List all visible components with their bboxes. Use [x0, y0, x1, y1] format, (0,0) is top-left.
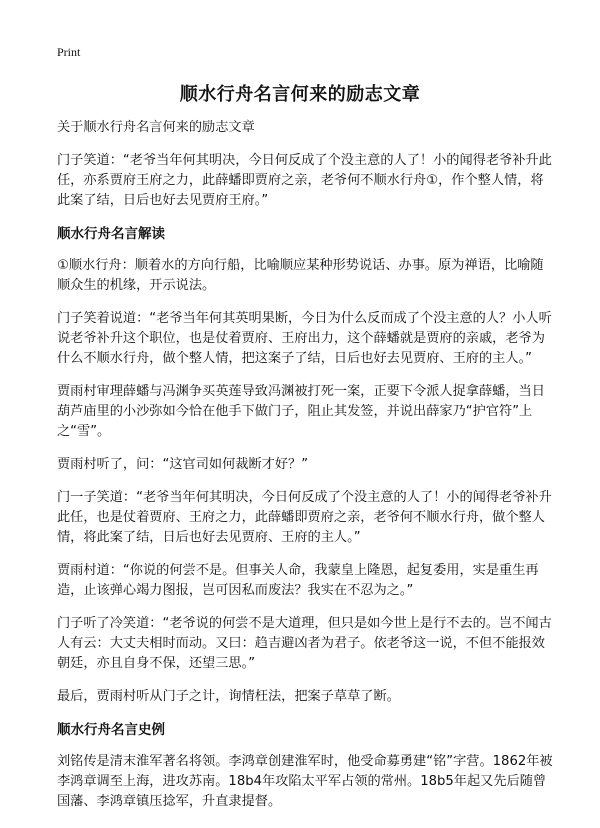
intro-paragraph: 门子笑道：“老爷当年何其明决，今日何反成了个没主意的人了！小的闻得老爷补升此任，亦系贾府王府之力，此薛蟠即贾府之亲，老爷何不顺水行舟①，作个整人情，将此案了结，日后也好去见贾府王府。” — [57, 153, 552, 208]
section-heading-history: 顺水行舟名言史例 — [57, 722, 165, 738]
paragraph: 贾雨村道：“你说的何尝不是。但事关人命，我蒙皇上隆恩，起复委用，实是重生再造，止该弹心竭力图报，岂可因私而废法？我实在不忍为之。” — [57, 563, 539, 598]
paragraph: 贾雨村审理薛蟠与冯渊争买英莲导致冯渊被打死一案，正要下令派人捉拿薛蟠，当日葫芦庙里的小沙弥如今恰在他手下做门子，阻止其发签，并说出薛家乃“护官符”上之“雪”。 — [57, 384, 545, 439]
paragraph: 门子笑着说道：“老爷当年何其英明果断，今日为什么反而成了个没主意的人？小人听说老爷补升这个职位，也是仗着贾府、王府出力，这个薛蟠就是贾府的亲戚，老爷为什么不顺水行舟，做个整人情，把这案子了结，日后也好去见贾府、王府的主人。” — [57, 311, 552, 366]
paragraph: 最后，贾雨村听从门子之计，询情枉法，把案子草草了断。 — [57, 689, 400, 704]
article-subtitle: 关于顺水行舟名言何来的励志文章 — [57, 120, 255, 135]
paragraph: 刘铭传是清末淮军著名将领。李鸿章创建淮军时，他受命募勇建“铭”字营。1862年被李鸿章调至上海，进攻苏南。18b4年攻陷太平军占领的常州。18b5年起又先后随曾国藩、李鸿章镇压捻军，升直隶提督。 — [57, 754, 553, 809]
article-body — [57, 118, 553, 825]
paragraph: 贾雨村听了，问：“这官司如何裁断才好？” — [57, 457, 309, 472]
section-heading-interpretation: 顺水行舟名言解读 — [57, 226, 165, 242]
paragraph: 门一子笑道：“老爷当年何其明决，今日何反成了个没主意的人了！小的闻得老爷补升此任，也是仗着贾府、王府之力，此薛蟠即贾府之亲，老爷何不顺水行舟，做个整人情，将此案了结，日后也好去见贾府、王府的主人。” — [57, 490, 552, 545]
paragraph: 门子听了冷笑道：“老爷说的何尝不是大道理，但只是如今世上是行不去的。岂不闻古人有云：大丈夫相时而动。又曰：趋吉避凶者为君子。依老爷这一说，不但不能报效朝廷，亦且自身不保，还望三思。” — [57, 616, 552, 671]
paragraph: ①顺水行舟：顺着水的方向行船，比喻顺应某种形势说话、办事。原为禅语，比喻随顺众生的机缘，开示说法。 — [57, 258, 544, 293]
print-link[interactable]: Print — [57, 45, 81, 59]
page-title: 顺水行舟名言何来的励志文章 — [179, 84, 421, 105]
